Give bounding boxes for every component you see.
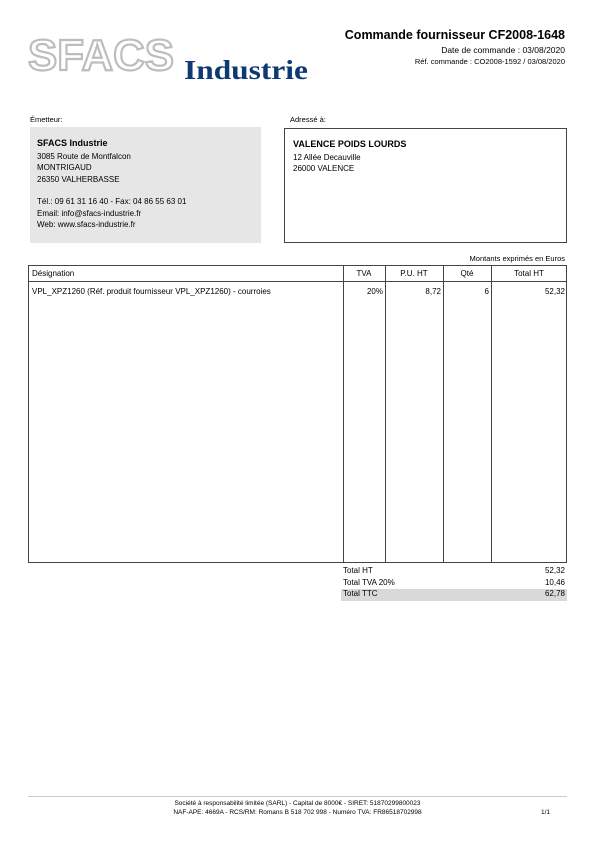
column-header-designation: Désignation [32, 269, 75, 278]
recipient-label: Adressé à: [290, 115, 326, 124]
total-ht-label: Total HT [343, 566, 373, 575]
column-divider [343, 266, 344, 562]
total-tva-row [341, 578, 567, 590]
issuer-block [30, 127, 261, 243]
column-header-quantity: Qté [460, 269, 474, 278]
total-ht-value: 52,32 [544, 566, 565, 575]
total-ttc-label: Total TTC [343, 589, 378, 598]
document-title: Commande fournisseur CF2008-1648 [344, 28, 565, 42]
total-ht-row [341, 566, 567, 578]
footer-legal-line: Société à responsabilité limitée (SARL) - Capital de 8000€ - SIRET: 51870299800023 [174, 800, 421, 807]
recipient-address-line: 12 Allée Decauville [293, 152, 361, 162]
issuer-address-line: 3085 Route de Montfalcon [37, 151, 131, 161]
currency-note: Montants exprimés en Euros [469, 254, 565, 263]
total-tva-value: 10,46 [544, 577, 565, 587]
footer-legal-line: NAF-APE: 4669A - RCS/RM: Romans B 518 702 998 - Numéro TVA: FR86518702998 [173, 809, 422, 816]
issuer-name: SFACS Industrie [37, 138, 108, 148]
totals-block [341, 566, 567, 601]
issuer-address-line: MONTRIGAUD [37, 163, 92, 172]
issuer-website: Web: www.sfacs-industrie.fr [37, 220, 136, 229]
issuer-phone: Tél.: 09 61 31 16 40 - Fax: 04 86 55 63 01 [37, 197, 187, 206]
logo-mark-text: SFACS [28, 31, 174, 80]
recipient-block [284, 128, 567, 243]
column-divider [491, 266, 492, 562]
row-tva: 20% [366, 287, 383, 296]
column-header-tva: TVA [356, 269, 372, 278]
order-date: Date de commande : 03/08/2020 [441, 45, 565, 55]
column-header-total: Total HT [514, 269, 544, 278]
issuer-email: Email: info@sfacs-industrie.fr [37, 208, 142, 218]
order-reference: Réf. commande : CO2008-1592 / 03/08/2020 [414, 57, 565, 66]
items-table [28, 265, 567, 563]
total-tva-label: Total TVA 20% [343, 577, 395, 587]
row-quantity: 6 [484, 287, 489, 296]
logo-word-text: Industrie [184, 55, 309, 85]
footer-divider [28, 796, 567, 797]
issuer-label: Émetteur: [30, 115, 63, 124]
recipient-name: VALENCE POIDS LOURDS [293, 139, 407, 149]
column-divider [385, 266, 386, 562]
page-number: 1/1 [540, 809, 550, 816]
row-designation: VPL_XPZ1260 (Réf. produit fournisseur VPL_XPZ1260) - courroies [32, 287, 271, 296]
total-ttc-value: 62,78 [544, 589, 565, 598]
company-logo [28, 30, 318, 86]
issuer-address-line: 26350 VALHERBASSE [37, 174, 120, 184]
total-ttc-row [341, 589, 567, 601]
column-divider [443, 266, 444, 562]
recipient-address-line: 26000 VALENCE [293, 164, 355, 173]
column-header-unit-price: P.U. HT [400, 269, 428, 278]
row-total: 52,32 [544, 287, 565, 296]
row-unit-price: 8,72 [425, 287, 441, 296]
